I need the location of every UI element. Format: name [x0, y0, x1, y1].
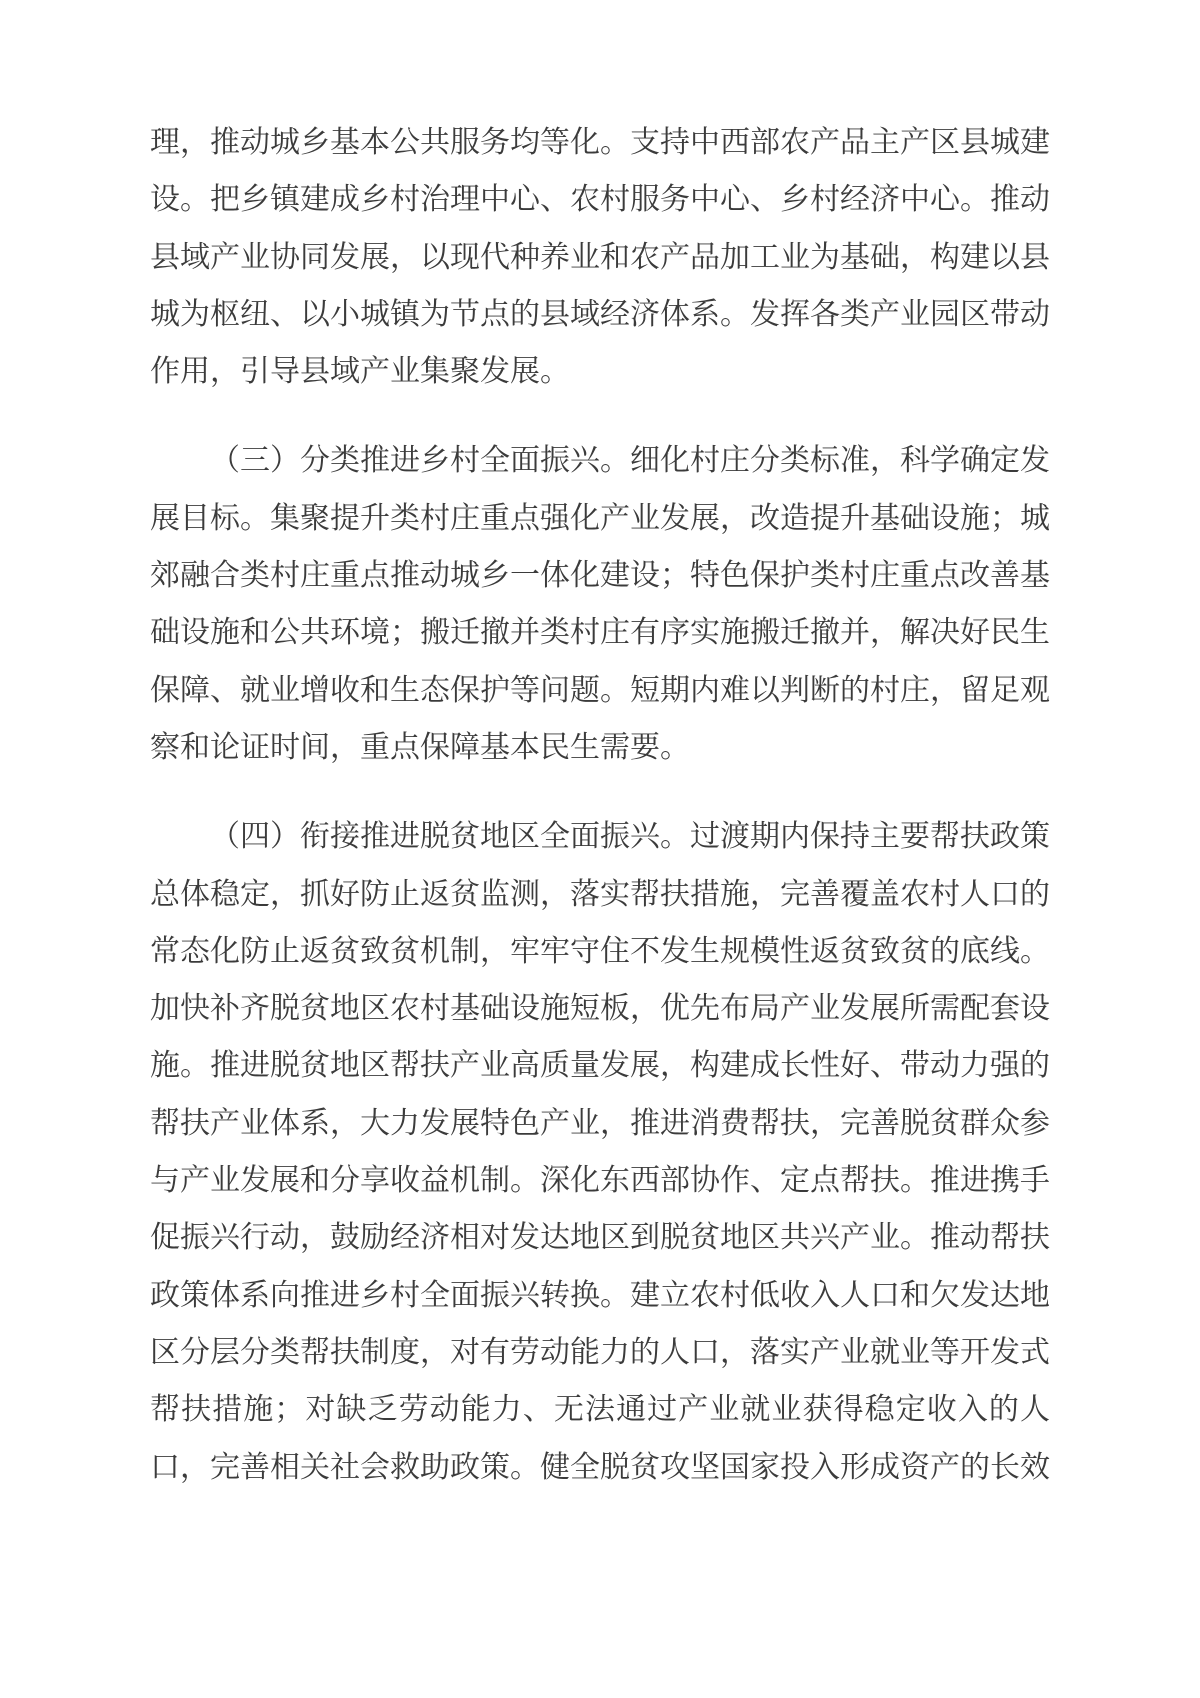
text-line: 区分层分类帮扶制度，对有劳动能力的人口，落实产业就业等开发式 — [150, 1335, 1050, 1369]
paragraph-county-economy — [150, 114, 1050, 400]
text-line: 城为枢纽、以小城镇为节点的县域经济体系。发挥各类产业园区带动 — [150, 297, 1050, 331]
text-line: 设。把乡镇建成乡村治理中心、农村服务中心、乡村经济中心。推动 — [150, 183, 1050, 217]
text-line: 帮扶产业体系，大力发展特色产业，推进消费帮扶，完善脱贫群众参 — [150, 1106, 1050, 1140]
text-line: 常态化防止返贫致贫机制，牢牢守住不发生规模性返贫致贫的底线。 — [150, 934, 1050, 968]
text-line: 察和论证时间，重点保障基本民生需要。 — [150, 730, 690, 764]
text-line: 础设施和公共环境；搬迁撤并类村庄有序实施搬迁撤并，解决好民生 — [150, 616, 1050, 650]
text-line: 总体稳定，抓好防止返贫监测，落实帮扶措施，完善覆盖农村人口的 — [150, 877, 1050, 911]
text-line: 与产业发展和分享收益机制。深化东西部协作、定点帮扶。推进携手 — [150, 1164, 1050, 1198]
text-line: 展目标。集聚提升类村庄重点强化产业发展，改造提升基础设施；城 — [150, 501, 1050, 535]
text-line: 郊融合类村庄重点推动城乡一体化建设；特色保护类村庄重点改善基 — [150, 559, 1050, 593]
text-line: 口，完善相关社会救助政策。健全脱贫攻坚国家投入形成资产的长效 — [150, 1450, 1050, 1484]
text-line: 加快补齐脱贫地区农村基础设施短板，优先布局产业发展所需配套设 — [150, 992, 1050, 1026]
text-line: （四）衔接推进脱贫地区全面振兴。过渡期内保持主要帮扶政策 — [210, 820, 1050, 854]
paragraph-section-3-village-classification — [150, 432, 1050, 776]
text-line: （三）分类推进乡村全面振兴。细化村庄分类标准，科学确定发 — [210, 444, 1050, 478]
text-line: 作用，引导县域产业集聚发展。 — [150, 355, 570, 389]
text-line: 县域产业协同发展，以现代种养业和农产品加工业为基础，构建以县 — [150, 240, 1050, 274]
text-block — [150, 114, 1050, 1496]
text-line: 保障、就业增收和生态保护等问题。短期内难以判断的村庄，留足观 — [150, 673, 1050, 707]
text-line: 政策体系向推进乡村全面振兴转换。建立农村低收入人口和欠发达地 — [150, 1278, 1050, 1312]
paragraph-section-4-poverty-alleviation — [150, 808, 1050, 1496]
text-line: 理，推动城乡基本公共服务均等化。支持中西部农产品主产区县城建 — [150, 126, 1050, 159]
text-line: 施。推进脱贫地区帮扶产业高质量发展，构建成长性好、带动力强的 — [150, 1049, 1050, 1083]
text-line: 促振兴行动，鼓励经济相对发达地区到脱贫地区共兴产业。推动帮扶 — [150, 1221, 1050, 1255]
text-line: 帮扶措施；对缺乏劳动能力、无法通过产业就业获得稳定收入的人 — [150, 1393, 1050, 1427]
